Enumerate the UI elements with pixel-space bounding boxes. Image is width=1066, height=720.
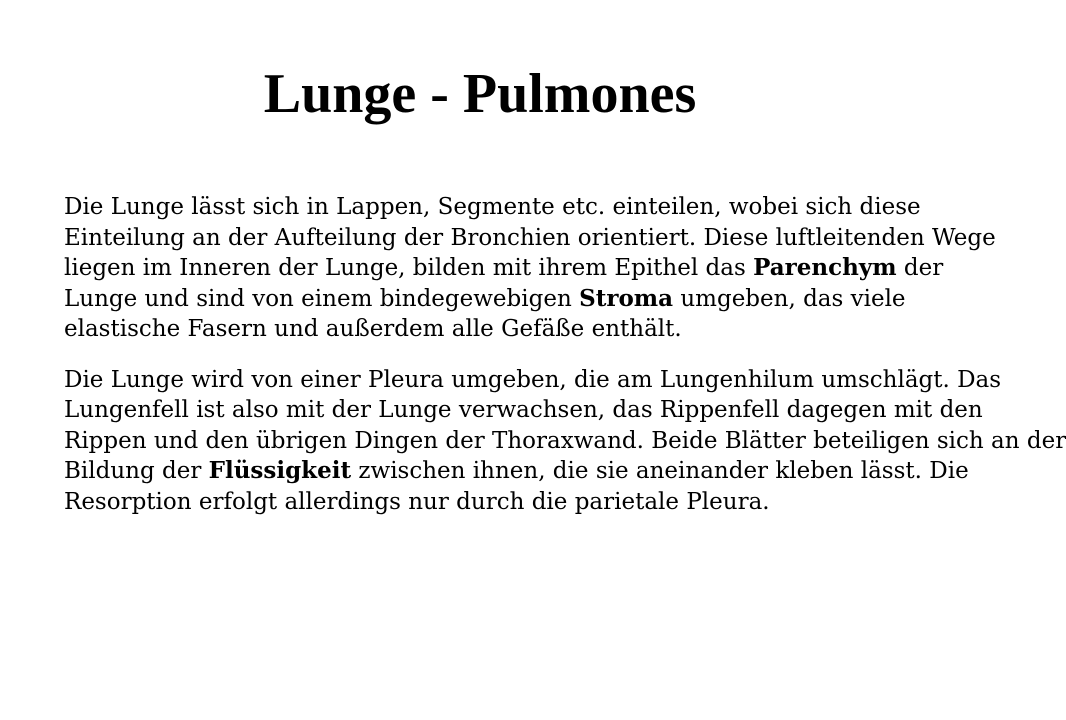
text-line	[64, 456, 969, 487]
text-line	[64, 365, 1002, 396]
text-line	[64, 395, 983, 426]
bold-term-stroma: Stroma	[579, 284, 674, 312]
slide-body	[64, 192, 1066, 517]
text-segment: Die Lunge wird von einer Pleura umgeben, die am Lungenhilum umschlägt. Das	[64, 366, 1002, 393]
text-segment: Lungenfell ist also mit der Lunge verwachsen, das Rippenfell dagegen mit den	[64, 397, 983, 423]
text-line	[64, 192, 944, 223]
bold-term-parenchym: Parenchym	[753, 254, 897, 281]
text-segment: elastische Fasern und außerdem alle Gefäße enthält.	[64, 316, 682, 342]
text-segment: umgeben, das viele	[673, 285, 906, 312]
text-segment: Resorption erfolgt allerdings nur durch die parietale Pleura.	[64, 488, 770, 515]
bold-term-fluessigkeit: Flüssigkeit	[208, 457, 352, 484]
text-segment: zwischen ihnen, die sie aneinander kleben lässt. Die	[351, 458, 969, 484]
slide-title: Lunge - Pulmones	[263, 63, 697, 125]
text-line	[64, 223, 996, 254]
text-segment: liegen im Inneren der Lunge, bilden mit ihrem Epithel das	[64, 255, 754, 281]
paragraph-2	[64, 365, 1066, 518]
text-line	[64, 314, 944, 345]
text-segment: der	[896, 255, 944, 281]
text-segment: Die Lunge lässt sich in Lappen, Segmente etc. einteilen, wobei sich diese	[64, 194, 921, 220]
text-line	[64, 284, 944, 315]
text-line	[64, 426, 1066, 457]
text-segment: Bildung der	[64, 458, 209, 484]
text-segment: Lunge und sind von einem bindegewebigen	[64, 285, 580, 312]
text-line	[64, 253, 944, 284]
text-segment: Rippen und den übrigen Dingen der Thoraxwand. Beide Blätter beteiligen sich an der	[64, 427, 1066, 454]
text-segment: Einteilung an der Aufteilung der Bronchien orientiert. Diese luftleitenden Wege	[64, 224, 996, 251]
paragraph-1	[64, 192, 996, 345]
text-line	[64, 487, 944, 518]
